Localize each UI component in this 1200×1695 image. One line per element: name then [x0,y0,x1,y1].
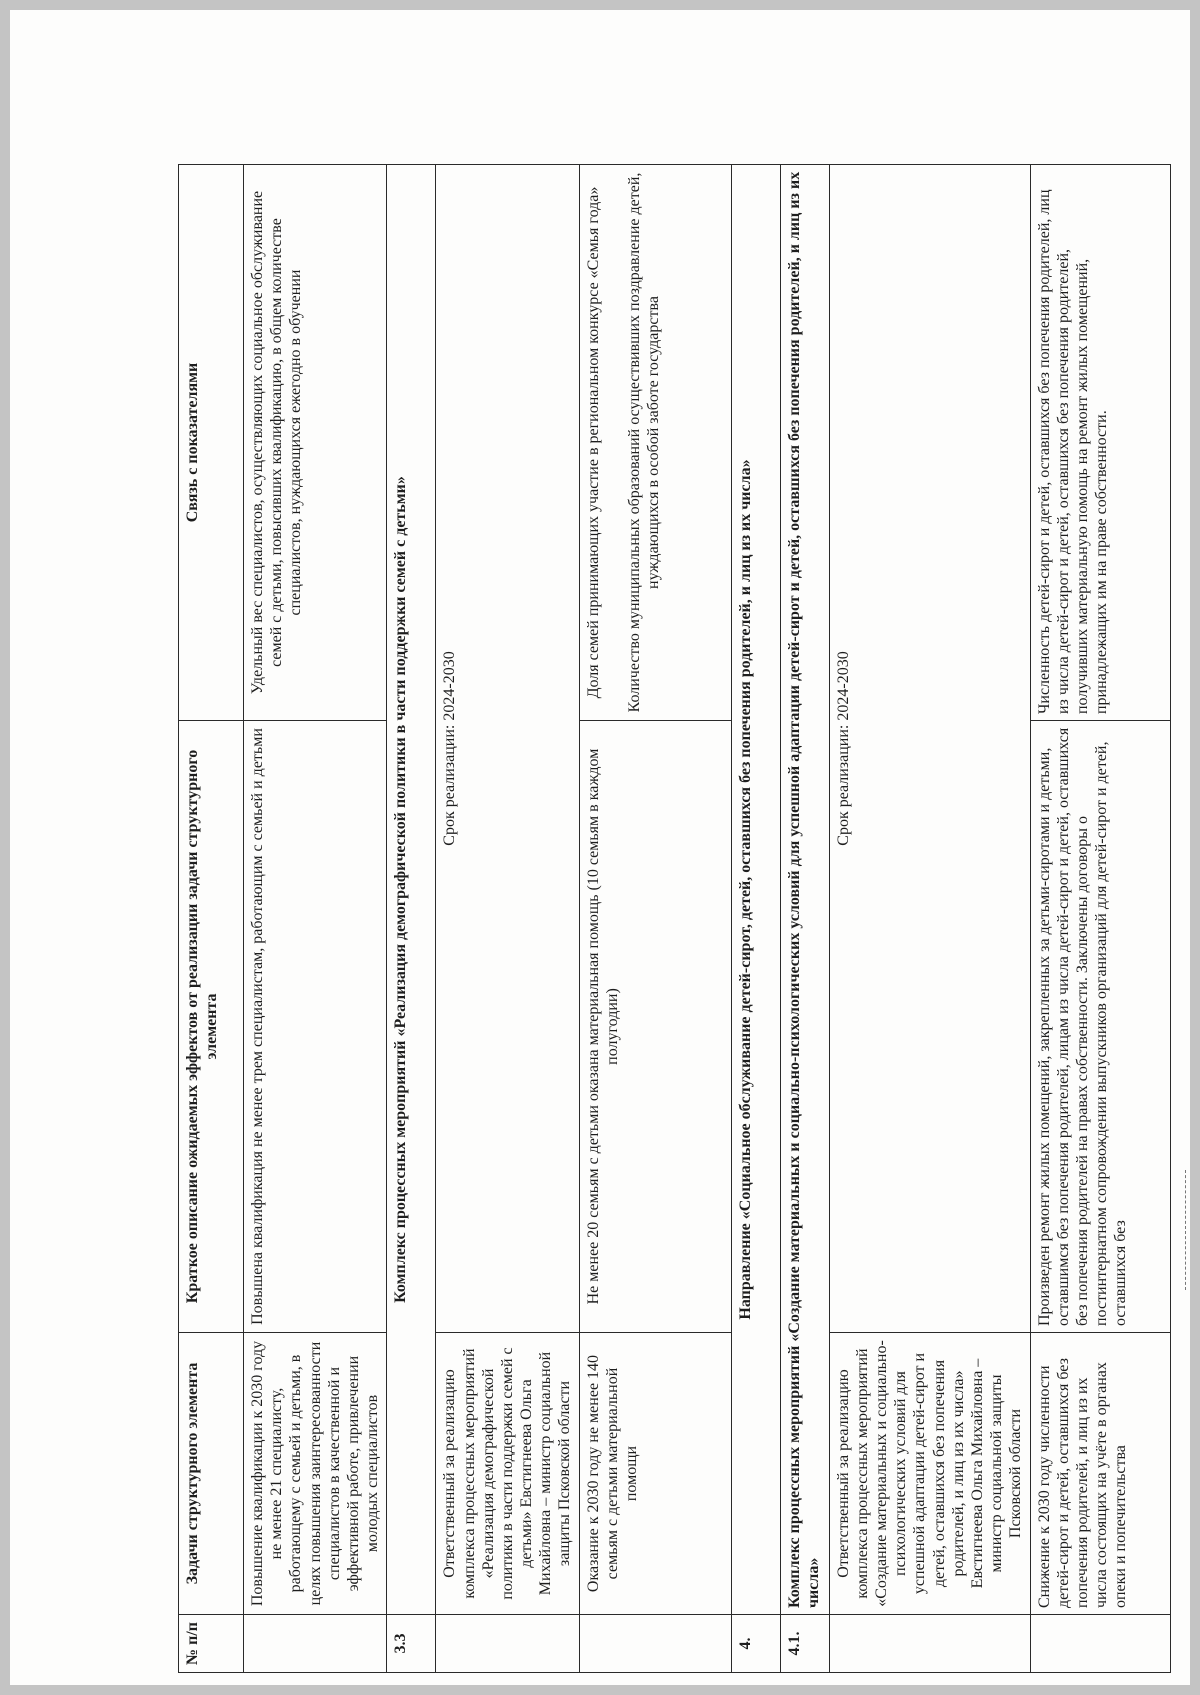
effect-cell: Произведен ремонт жилых помещений, закрепленных за детьми-сиротами и детьми, оставшимся без попечения родителей, лицам из числа детей-сирот и детей, оставшихся без попечения родителей на правах собственности. Заключены договоры о постинтернатном сопровождении выпускников организаций для детей-сирот и детей, оставшихся без [1030,721,1170,1333]
header-tasks: Задачи структурного элемента [179,1333,244,1615]
row-num-empty [436,1615,579,1673]
rotated-table-area [178,165,1130,1673]
document-page [10,10,1190,1685]
responsible-cell: Ответственный за реализацию комплекса процессных мероприятий «Создание материальных и социально-психологических условий для успешной адаптации детей-сирот и детей, оставшихся без попечения родителей, и лиц из их числа» Евстигнеева Ольга Михайловна – министр социальной защиты Псковской области [829,1333,1030,1615]
term-cell: Срок реализации: 2024-2030 [829,165,1030,1333]
section-number: 4. [731,1615,780,1673]
section-title: Направление «Социальное обслуживание детей-сирот, детей, оставшихся без попечения родителей, и лиц из их числа» [731,165,780,1615]
indicator-text: Количество муниципальных образований осуществивших поздравление детей, нуждающихся в особой заботе государства [625,172,662,713]
indicator-cell [579,165,731,721]
row-num-empty [1030,1615,1170,1673]
table-header-row [179,165,244,1673]
table-row [1030,165,1170,1673]
row-num-empty [829,1615,1030,1673]
section-title: Комплекс процессных мероприятий «Реализация демографической политики в части поддержки семей с детьми» [387,165,436,1615]
section-title: Комплекс процессных мероприятий «Создание материальных и социально-психологических условий для успешной адаптации детей-сирот и детей, оставшихся без попечения родителей, и лиц из их числа» [780,165,829,1615]
table-row [244,165,387,1673]
effect-cell: Не менее 20 семьям с детьми оказана материальная помощь (10 семьям в каждом полугодии) [579,721,731,1333]
term-cell: Срок реализации: 2024-2030 [436,165,579,1333]
section-number: 4.1. [780,1615,829,1673]
section-row [780,165,829,1673]
section-row [731,165,780,1673]
row-num-empty [244,1615,387,1673]
header-indicators: Связь с показателями [179,165,244,721]
task-cell: Оказание к 2030 году не менее 140 семьям с детьми материальной помощи [579,1333,731,1615]
spacer [603,171,625,714]
section-number: 3.3 [387,1615,436,1673]
task-cell: Повышение квалификации к 2030 году не менее 21 специалисту, работающему с семьей и детьми, в целях повышения заинтересованности специалистов в качественной и эффективной работе, привлечении молодых специалистов [244,1333,387,1615]
structural-elements-table [178,164,1171,1673]
indicator-cell: Численность детей-сирот и детей, оставшихся без попечения родителей, лиц из числа детей-сирот и детей, оставшихся без попечения родителей, получивших материальную помощь на ремонт жилых помещений, принадлежащих им на праве собственности. [1030,165,1170,721]
indicator-text: Доля семей принимающих участие в региональном конкурсе «Семья года» [584,186,602,699]
task-cell: Снижение к 2030 году численности детей-сирот и детей, оставшихся без попечения родителей, и лиц из их числа состоящих на учёте в органах опеки и попечительства [1030,1333,1170,1615]
effect-cell: Повышена квалификация не менее трем специалистам, работающим с семьей и детьми [244,721,387,1333]
row-num-empty [579,1615,731,1673]
table-row [829,165,1030,1673]
responsible-cell: Ответственный за реализацию комплекса процессных мероприятий «Реализация демографической политики в части поддержки семей с детьми» Евстигнеева Ольга Михайловна – министр социальной защиты Псковской области [436,1333,579,1615]
scan-edge-marks [1179,1170,1186,1290]
table-row [579,165,731,1673]
indicator-cell: Удельный вес специалистов, осуществляющих социальное обслуживание семей с детьми, повысивших квалификацию, в общем количестве специалистов, нуждающихся ежегодно в обучении [244,165,387,721]
header-num: № п/п [179,1615,244,1673]
table-row [436,165,579,1673]
header-effects: Краткое описание ожидаемых эффектов от реализации задачи структурного элемента [179,721,244,1333]
section-row [387,165,436,1673]
